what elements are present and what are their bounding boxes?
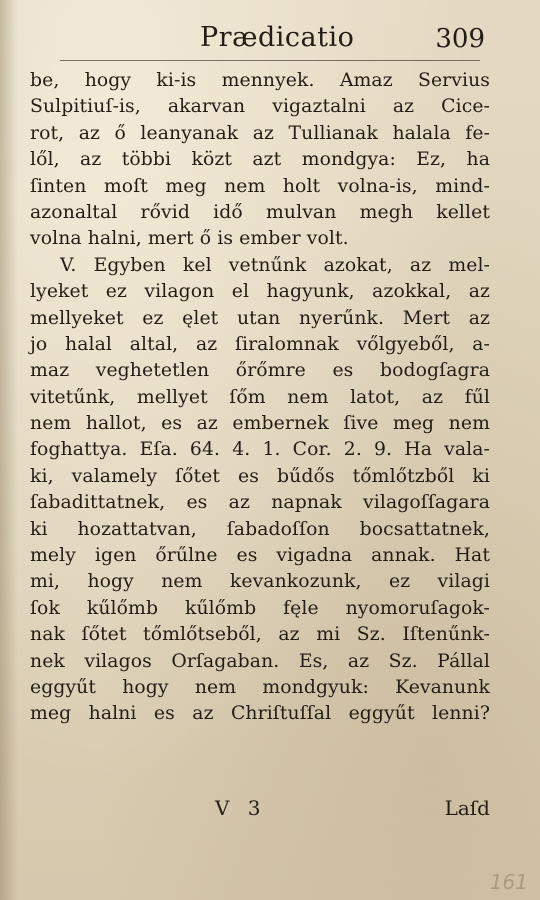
text-line: maz veghetetlen őrőmre es bodogſagra [30, 360, 490, 382]
text-line: ſinten moſt meg nem holt volna-is, mind- [30, 175, 490, 197]
header-rule [60, 60, 480, 61]
signature-mark: V 3 [215, 796, 267, 820]
text-line: rot, az ő leanyanak az Tullianak halala fe- [30, 122, 490, 144]
page-header [30, 22, 485, 62]
text-line: mely igen őrűlne es vigadna annak. Hat [30, 545, 490, 567]
body-text [30, 68, 490, 728]
text-line: mi, hogy nem kevankozunk, ez vilagi [30, 571, 490, 593]
text-line: V. Egyben kel vetnűnk azokat, az mel- [60, 254, 490, 276]
text-line: azonaltal rővid idő mulvan megh kellet [30, 201, 490, 223]
text-line: jo halal altal, az ſiralomnak vőlgyeből, a- [30, 333, 490, 355]
text-line: Sulpitiuſ-is, akarvan vigaztalni az Cice- [30, 96, 490, 118]
text-line: nek vilagos Orſagaban. Es, az Sz. Pállal [30, 650, 490, 672]
text-line: nem hallot, es az embernek ſive meg nem [30, 413, 490, 435]
text-line: ſok kűlőmb kűlőmb fęle nyomoruſagok- [30, 597, 490, 619]
folio-annotation: 161 [489, 870, 528, 894]
running-title: Prædicatio [200, 22, 355, 53]
catchword: Laſd [444, 796, 490, 820]
text-line: ſabadittatnek, es az napnak vilagoſſagara [30, 492, 490, 514]
text-line: ki hozattatvan, ſabadoſſon bocsattatnek, [30, 518, 490, 540]
page-number: 309 [435, 24, 485, 54]
page-footer [30, 796, 490, 830]
text-line: foghattya. Eſa. 64. 4. 1. Cor. 2. 9. Ha vala- [30, 439, 490, 461]
text-line: eggyűt hogy nem mondgyuk: Kevanunk [30, 676, 490, 698]
text-line: ki, valamely ſőtet es bűdős tőmlőtzből ki [30, 465, 490, 487]
text-line: meg halni es az Chriſtuſſal eggyűt lenni? [30, 703, 490, 725]
text-line: nak ſőtet tőmlőtseből, az mi Sz. Iſtenűnk- [30, 624, 490, 646]
text-line: vitetűnk, mellyet ſőm nem latot, az fűl [30, 386, 490, 408]
text-line: lől, az többi közt azt mondgya: Ez, ha [30, 149, 490, 171]
text-line: be, hogy ki-is mennyek. Amaz Servius [30, 70, 490, 91]
text-line: lyeket ez vilagon el hagyunk, azokkal, az [30, 281, 490, 303]
text-line: volna halni, mert ő is ember volt. [30, 228, 349, 250]
text-line: mellyeket ez ęlet utan nyerűnk. Mert az [30, 307, 490, 329]
